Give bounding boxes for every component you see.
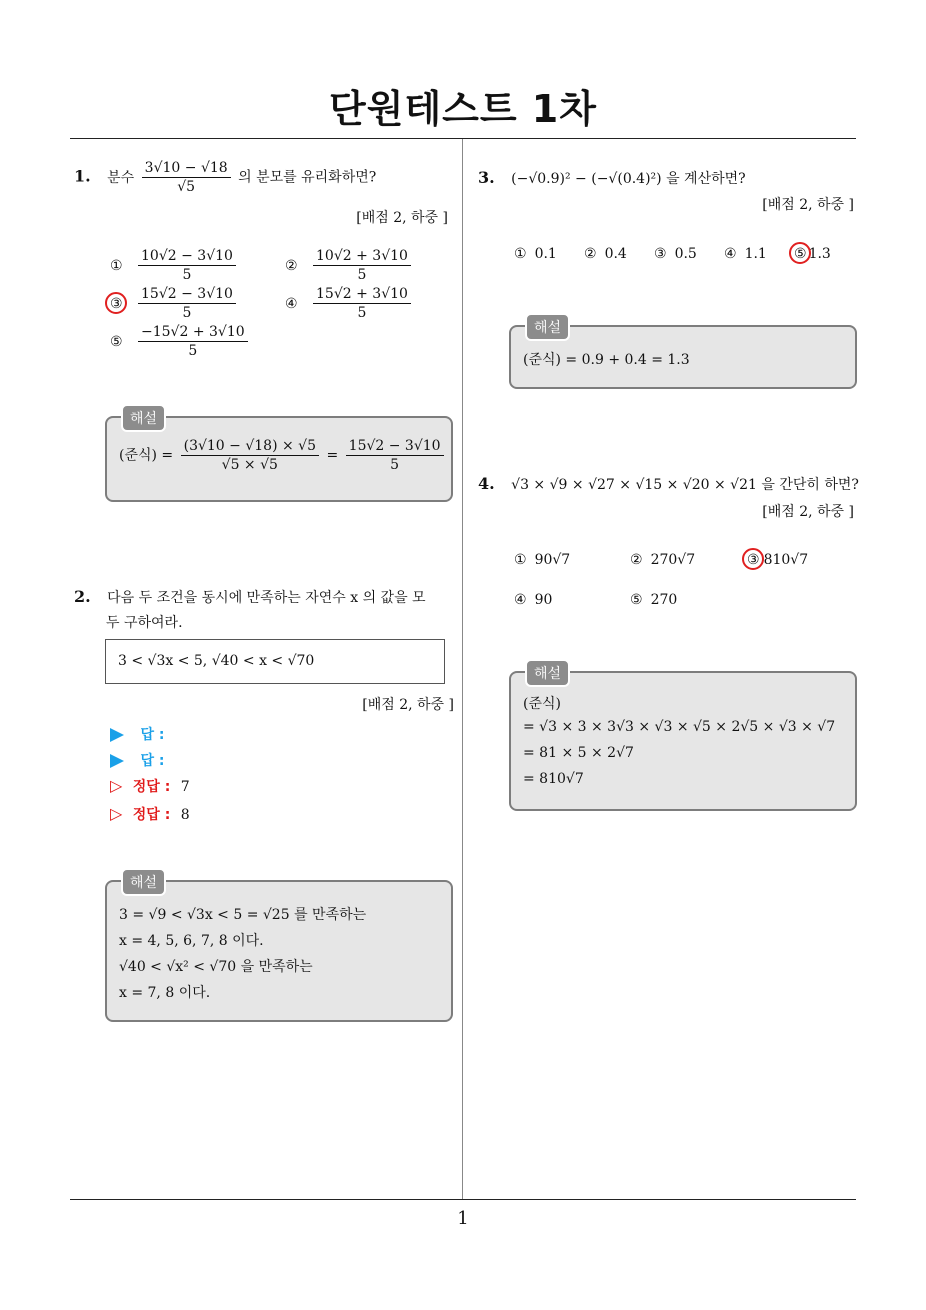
- question-number: 3.: [478, 168, 495, 187]
- question-meta: [배점 2, 하중 ]: [762, 197, 854, 213]
- question-prefix: 분수: [107, 169, 135, 186]
- option-mark: ④: [724, 246, 737, 262]
- option-denominator: 5: [357, 305, 367, 321]
- solution-line: = 810√7: [523, 771, 584, 787]
- bottom-rule: [70, 1199, 856, 1200]
- answer-row-1[interactable]: [110, 724, 164, 744]
- solution-line: x = 4, 5, 6, 7, 8 이다.: [119, 933, 264, 949]
- option-numerator: −15√2 + 3√10: [138, 324, 248, 342]
- page-number: 1: [457, 1208, 469, 1229]
- option-value: 270: [650, 592, 678, 608]
- option-3[interactable]: [654, 246, 697, 262]
- solution-tag: 해설: [121, 868, 166, 896]
- correct-row-1: [110, 776, 190, 796]
- option-mark: ①: [514, 552, 527, 568]
- question-fraction: [142, 160, 231, 195]
- question-meta: [배점 2, 하중 ]: [356, 210, 448, 226]
- fraction-numerator: 3√10 − √18: [142, 160, 231, 178]
- option-denominator: 5: [188, 343, 198, 359]
- option-1[interactable]: [514, 246, 557, 262]
- option-mark: ②: [584, 246, 597, 262]
- option-numerator: 10√2 + 3√10: [313, 248, 411, 266]
- option-mark: ③: [654, 246, 667, 262]
- answer-row-2[interactable]: [110, 750, 164, 770]
- option-numerator: 15√2 − 3√10: [138, 286, 236, 304]
- option-numerator: 10√2 − 3√10: [138, 248, 236, 266]
- correct-label: 정답 :: [132, 807, 171, 823]
- triangle-outline-icon: ▷: [110, 776, 123, 795]
- answer-label: 답 :: [140, 727, 165, 743]
- option-2[interactable]: [584, 246, 627, 262]
- option-value: 90: [534, 592, 553, 608]
- triangle-outline-icon: ▷: [110, 804, 123, 823]
- question-text: 의 분모를 유리화하면?: [238, 169, 377, 186]
- option-mark: ③: [747, 552, 760, 568]
- question-meta: [배점 2, 하중 ]: [362, 697, 454, 713]
- selected-answer-circle: [789, 242, 811, 264]
- question-2: [74, 587, 426, 607]
- option-mark: ⑤: [110, 333, 123, 350]
- selected-answer-circle: [742, 548, 764, 570]
- solution-line: = √3 × 3 × 3√3 × √3 × √5 × 2√5 × √3 × √7: [523, 719, 836, 735]
- condition-text: 3 < √3x < 5, √40 < x < √70: [118, 653, 315, 669]
- solution-line: √40 < √x² < √70 을 만족하는: [119, 959, 313, 975]
- correct-label: 정답 :: [132, 779, 171, 795]
- option-2[interactable]: [285, 248, 414, 283]
- option-4[interactable]: [285, 286, 414, 321]
- option-5[interactable]: [630, 592, 677, 608]
- fraction-denominator: √5: [177, 179, 196, 195]
- option-denominator: 5: [357, 267, 367, 283]
- option-value: 1.1: [744, 246, 767, 262]
- solution-line: x = 7, 8 이다.: [119, 985, 211, 1001]
- option-mark: ⑤: [630, 592, 643, 608]
- question-number: 4.: [478, 474, 495, 493]
- question-number: 1.: [74, 166, 91, 186]
- answer-label: 답 :: [140, 753, 165, 769]
- question-1: [74, 160, 376, 195]
- option-denominator: 5: [182, 267, 192, 283]
- option-value: 270√7: [650, 552, 696, 568]
- solution-line: = 81 × 5 × 2√7: [523, 745, 634, 761]
- option-4[interactable]: [724, 246, 767, 262]
- selected-answer-circle: [105, 292, 127, 314]
- column-divider: [462, 139, 463, 1199]
- option-value: 90√7: [534, 552, 571, 568]
- correct-row-2: [110, 804, 190, 824]
- question-3: [478, 168, 746, 188]
- option-5[interactable]: [110, 324, 251, 359]
- solution-numerator: 15√2 − 3√10: [346, 438, 444, 456]
- option-value: 0.5: [674, 246, 697, 262]
- option-mark: ④: [285, 295, 298, 312]
- option-numerator: 15√2 + 3√10: [313, 286, 411, 304]
- solution-box: [509, 320, 857, 389]
- option-mark: ②: [285, 257, 298, 274]
- solution-line: 3 = √9 < √3x < 5 = √25 를 만족하는: [119, 907, 367, 923]
- option-mark: ①: [514, 246, 527, 262]
- option-value: 0.1: [534, 246, 557, 262]
- solution-tag: 해설: [525, 313, 570, 341]
- solution-tag: 해설: [525, 659, 570, 687]
- play-arrow-icon: [110, 728, 124, 742]
- option-value: 810√7: [763, 552, 809, 568]
- correct-value: 7: [180, 779, 190, 795]
- page-title: 단원테스트 1차: [329, 87, 597, 131]
- top-rule: [70, 138, 856, 139]
- option-value: 1.3: [808, 246, 831, 262]
- question-text: (−√0.9)² − (−√(0.4)²) 을 계산하면?: [511, 171, 746, 187]
- question-text-line2: 두 구하여라.: [106, 615, 183, 631]
- option-3[interactable]: [110, 286, 239, 321]
- question-text: 다음 두 조건을 동시에 만족하는 자연수 x 의 값을 모: [107, 590, 426, 606]
- solution-line: [119, 438, 447, 473]
- option-mark: ④: [514, 592, 527, 608]
- solution-box: [105, 411, 453, 502]
- question-text: √3 × √9 × √27 × √15 × √20 × √21 을 간단히 하면?: [511, 477, 859, 493]
- solution-line: (준식): [523, 696, 561, 712]
- solution-lhs: (준식) =: [119, 447, 174, 464]
- option-2[interactable]: [630, 552, 695, 568]
- question-number: 2.: [74, 587, 91, 606]
- option-mark: ②: [630, 552, 643, 568]
- option-4[interactable]: [514, 592, 552, 608]
- play-arrow-icon: [110, 754, 124, 768]
- option-denominator: 5: [182, 305, 192, 321]
- correct-value: 8: [180, 807, 190, 823]
- solution-line: (준식) = 0.9 + 0.4 = 1.3: [523, 352, 690, 368]
- solution-box: [105, 875, 453, 1022]
- solution-equals: =: [326, 447, 339, 464]
- option-1[interactable]: [110, 248, 239, 283]
- solution-numerator: (3√10 − √18) × √5: [181, 438, 319, 456]
- option-mark: ①: [110, 257, 123, 274]
- solution-box: [509, 666, 857, 811]
- condition-box: [105, 639, 445, 684]
- option-mark: ⑤: [794, 246, 807, 262]
- solution-tag: 해설: [121, 404, 166, 432]
- question-meta: [배점 2, 하중 ]: [762, 504, 854, 520]
- solution-denominator: √5 × √5: [221, 457, 278, 473]
- option-value: 0.4: [604, 246, 627, 262]
- question-4: [478, 474, 859, 494]
- option-mark: ③: [110, 295, 123, 312]
- solution-denominator: 5: [390, 457, 400, 473]
- option-1[interactable]: [514, 552, 570, 568]
